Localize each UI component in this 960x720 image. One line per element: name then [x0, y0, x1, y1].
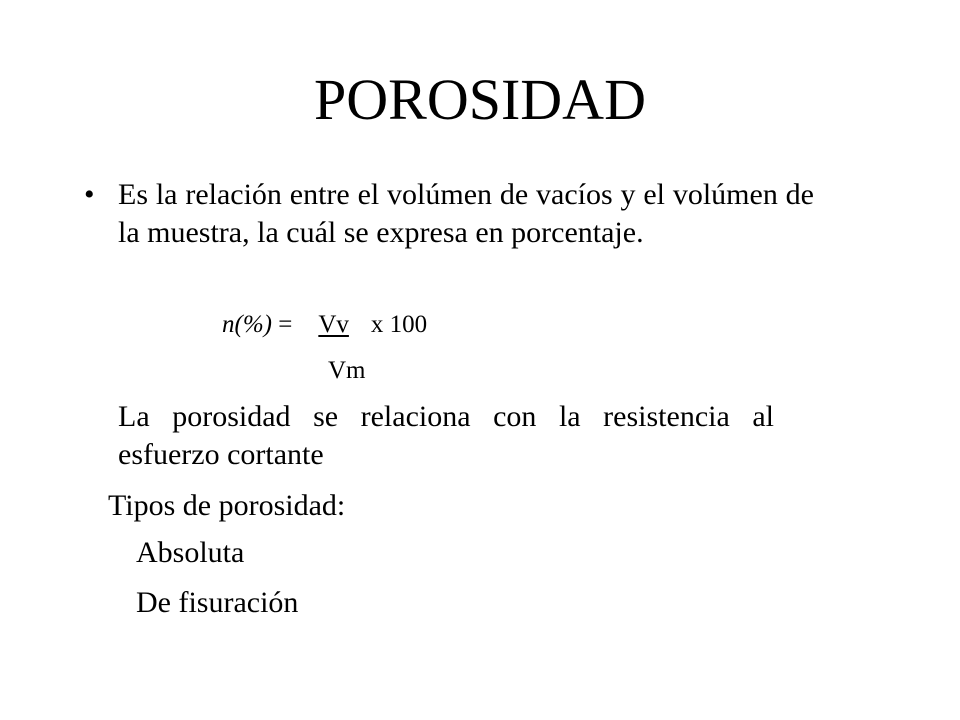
formula-multiplier: x 100 [370, 311, 428, 338]
type-item-fisuracion: De fisuración [136, 586, 299, 619]
formula-lhs: n(%) [222, 311, 272, 338]
types-heading: Tipos de porosidad: [108, 489, 346, 522]
formula-equals: = [278, 311, 293, 338]
slide-title: POROSIDAD [314, 67, 646, 132]
porosity-formula [222, 308, 427, 342]
bullet-icon: • [84, 178, 95, 211]
definition-bullet [84, 176, 814, 252]
formula-denominator: Vm [328, 357, 366, 384]
definition-text: Es la relación entre el volúmen de vacíos y el volúmen de la muestra, la cuál se expresa en porcentaje. [118, 178, 814, 249]
formula-numerator: Vv [318, 311, 349, 338]
type-item-absoluta: Absoluta [136, 536, 245, 569]
resistance-paragraph: La porosidad se relaciona con la resistencia al esfuerzo cortante [118, 400, 774, 471]
